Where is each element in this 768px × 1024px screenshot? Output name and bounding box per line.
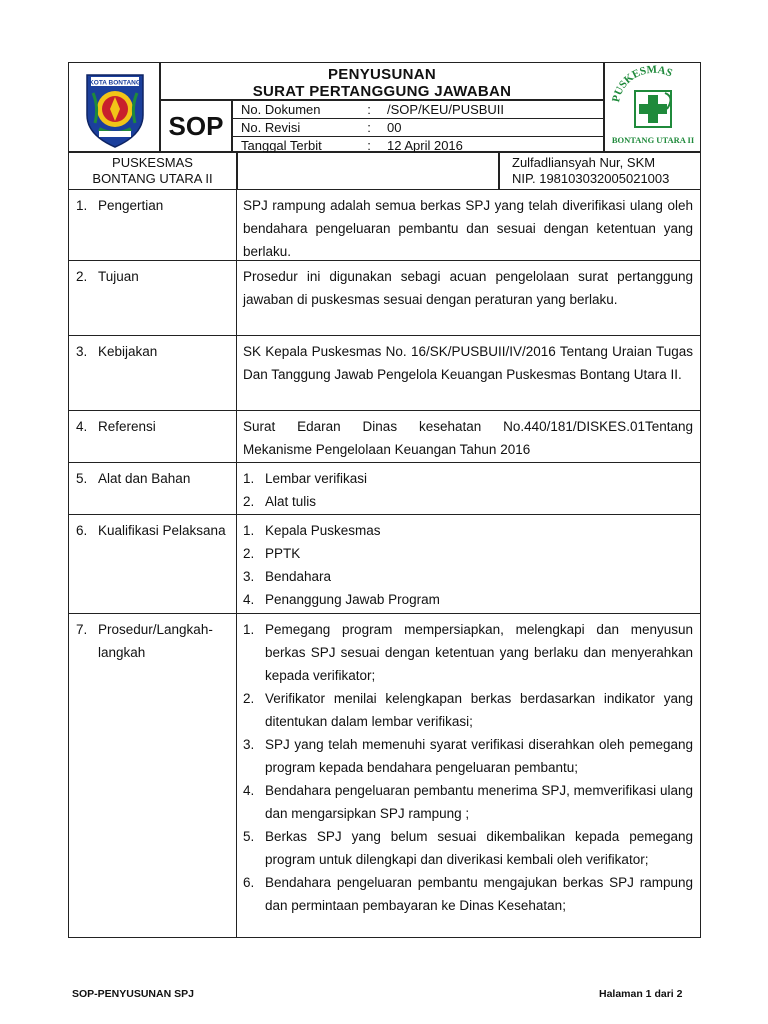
- section-row-kualifikasi-pelaksana: [68, 515, 701, 614]
- list-item: 1. Kepala Puskesmas: [243, 519, 693, 542]
- list-item-text: Pemegang program mempersiapkan, melengkapi dan menyusun berkas SPJ sesuai dengan ketentuan yang berlaku dan menyerahkan kepada verifikator;: [265, 622, 693, 683]
- section-title: Kualifikasi Pelaksana: [98, 523, 226, 538]
- section-list: [243, 519, 693, 611]
- meta-row-document-number: [233, 101, 603, 119]
- sop-label: SOP: [168, 111, 224, 141]
- meta-value: /SOP/KEU/PUSBUII: [387, 102, 505, 117]
- meta-key: No. Revisi: [241, 120, 301, 135]
- section-list: [243, 618, 693, 917]
- list-item-text: Verifikator menilai kelengkapan berkas berdasarkan indikator yang ditentukan dalam lembar verifikasi;: [265, 691, 693, 729]
- list-item-text: Berkas SPJ yang belum sesuai dikembalikan kepada pemegang program untuk dilengkapi dan diverikasi kembali oleh verifikator;: [265, 829, 693, 867]
- list-item: 1. Lembar verifikasi: [243, 467, 693, 490]
- meta-value: 12 April 2016: [387, 138, 463, 153]
- section-number: 7.: [76, 622, 88, 637]
- section-number: 1.: [76, 198, 88, 213]
- list-item: 3. SPJ yang telah memenuhi syarat verifikasi diserahkan oleh pemegang program kepada bendahara pengeluaran pembantu;: [243, 733, 693, 779]
- list-item: 4. Penanggung Jawab Program: [243, 588, 693, 611]
- list-item: 4. Bendahara pengeluaran pembantu menerima SPJ, memverifikasi ulang dan mengarsipkan SPJ rampung ;: [243, 779, 693, 825]
- meta-key: No. Dokumen: [241, 102, 321, 117]
- list-item-text: PPTK: [265, 546, 301, 561]
- list-item-text: Alat tulis: [265, 494, 317, 509]
- section-number: 6.: [76, 523, 88, 538]
- sop-label-cell: [160, 100, 232, 152]
- kota-bontang-emblem-icon: [69, 63, 161, 153]
- list-item: 1. Pemegang program mempersiapkan, melengkapi dan menyusun berkas SPJ sesuai dengan ketentuan yang berlaku dan menyerahkan kepada verifikator;: [243, 618, 693, 687]
- section-text: Surat Edaran Dinas kesehatan No.440/181/DISKES.01Tentang Mekanisme Pengelolaan Keuangan Tahun 2016: [243, 419, 693, 457]
- right-logo-top-text: PUSKESMAS: [610, 63, 675, 104]
- list-item-text: Bendahara: [265, 569, 332, 584]
- section-row-prosedur: [68, 614, 701, 938]
- list-item: 5. Berkas SPJ yang belum sesuai dikembalikan kepada pemegang program untuk dilengkapi dan diverikasi kembali oleh verifikator;: [243, 825, 693, 871]
- footer-page-number: Halaman 1 dari 2: [599, 988, 683, 1000]
- section-title: Referensi: [98, 419, 156, 434]
- section-number: 5.: [76, 471, 88, 486]
- right-logo-bottom-text: BONTANG UTARA II: [611, 135, 695, 145]
- list-item-text: Kepala Puskesmas: [265, 523, 381, 538]
- section-title: Prosedur/Langkah-langkah: [98, 622, 213, 660]
- meta-colon: :: [367, 138, 371, 153]
- meta-colon: :: [367, 102, 371, 117]
- list-item-text: Lembar verifikasi: [265, 471, 368, 486]
- list-item-text: Bendahara pengeluaran pembantu mengajukan berkas SPJ rampung dan permintaan pembayaran ke Dinas Kesehatan;: [265, 875, 693, 913]
- kota-bontang-logo-cell: [68, 62, 160, 152]
- list-item-text: SPJ yang telah memenuhi syarat verifikasi diserahkan oleh pemegang program kepada bendahara pengeluaran pembantu;: [265, 737, 693, 775]
- section-label: [68, 336, 237, 410]
- left-logo-text: KOTA BONTANG: [89, 79, 141, 87]
- section-text: SK Kepala Puskesmas No. 16/SK/PUSBUII/IV/2016 Tentang Uraian Tugas Dan Tanggung Jawab Pengelola Keuangan Puskesmas Bontang Utara II.: [243, 344, 693, 382]
- list-item-text: Bendahara pengeluaran pembantu menerima SPJ, memverifikasi ulang dan mengarsipkan SPJ rampung ;: [265, 783, 693, 821]
- section-label: [68, 411, 237, 462]
- institution-line2: BONTANG UTARA II: [92, 171, 213, 186]
- section-number: 2.: [76, 269, 88, 284]
- list-item: 2. Verifikator menilai kelengkapan berkas berdasarkan indikator yang ditentukan dalam lembar verifikasi;: [243, 687, 693, 733]
- document-title-line2: SURAT PERTANGGUNG JAWABAN: [252, 83, 512, 100]
- section-number: 4.: [76, 419, 88, 434]
- section-label: [68, 463, 237, 514]
- document-meta-table: [232, 100, 604, 152]
- head-of-puskesmas-cell: [499, 152, 701, 190]
- meta-colon: :: [367, 120, 371, 135]
- institution-cell: [68, 152, 237, 190]
- section-row-referensi: [68, 411, 701, 463]
- section-label: [68, 190, 237, 260]
- head-nip: NIP. 198103032005021003: [512, 171, 670, 186]
- section-row-alat-dan-bahan: [68, 463, 701, 515]
- list-item: 3. Bendahara: [243, 565, 693, 588]
- document-title-line1: PENYUSUNAN: [327, 66, 436, 83]
- meta-key: Tanggal Terbit: [241, 138, 322, 153]
- signature-cell: [237, 152, 499, 190]
- section-row-pengertian: [68, 190, 701, 261]
- meta-row-revision: [233, 119, 603, 137]
- section-row-tujuan: [68, 261, 701, 336]
- section-list: [243, 467, 693, 513]
- list-item: 6. Bendahara pengeluaran pembantu mengajukan berkas SPJ rampung dan permintaan pembayaran ke Dinas Kesehatan;: [243, 871, 693, 917]
- section-title: Kebijakan: [98, 344, 158, 359]
- section-text: Prosedur ini digunakan sebagi acuan pengelolaan surat pertanggung jawaban di puskesmas sesuai dengan peraturan yang berlaku.: [243, 269, 693, 307]
- list-item: 2. PPTK: [243, 542, 693, 565]
- section-label: [68, 515, 237, 613]
- section-title: Alat dan Bahan: [98, 471, 191, 486]
- section-row-kebijakan: [68, 336, 701, 411]
- puskesmas-logo-icon: [605, 63, 702, 153]
- list-item: 2. Alat tulis: [243, 490, 693, 513]
- section-title: Tujuan: [98, 269, 139, 284]
- section-number: 3.: [76, 344, 88, 359]
- section-title: Pengertian: [98, 198, 164, 213]
- document-title-cell: [160, 62, 604, 100]
- meta-value: 00: [387, 120, 402, 135]
- footer-document-code: SOP-PENYUSUNAN SPJ: [72, 988, 194, 1000]
- section-label: [68, 261, 237, 335]
- puskesmas-logo-cell: [604, 62, 701, 152]
- head-name: Zulfadliansyah Nur, SKM: [512, 155, 656, 170]
- institution-line1: PUSKESMAS: [112, 155, 193, 170]
- section-text: SPJ rampung adalah semua berkas SPJ yang telah diverifikasi ulang oleh bendahara pengeluaran pembantu dan sesuai dengan ketentuan yang berlaku.: [243, 198, 693, 259]
- section-label: [68, 614, 237, 938]
- list-item-text: Penanggung Jawab Program: [265, 592, 440, 607]
